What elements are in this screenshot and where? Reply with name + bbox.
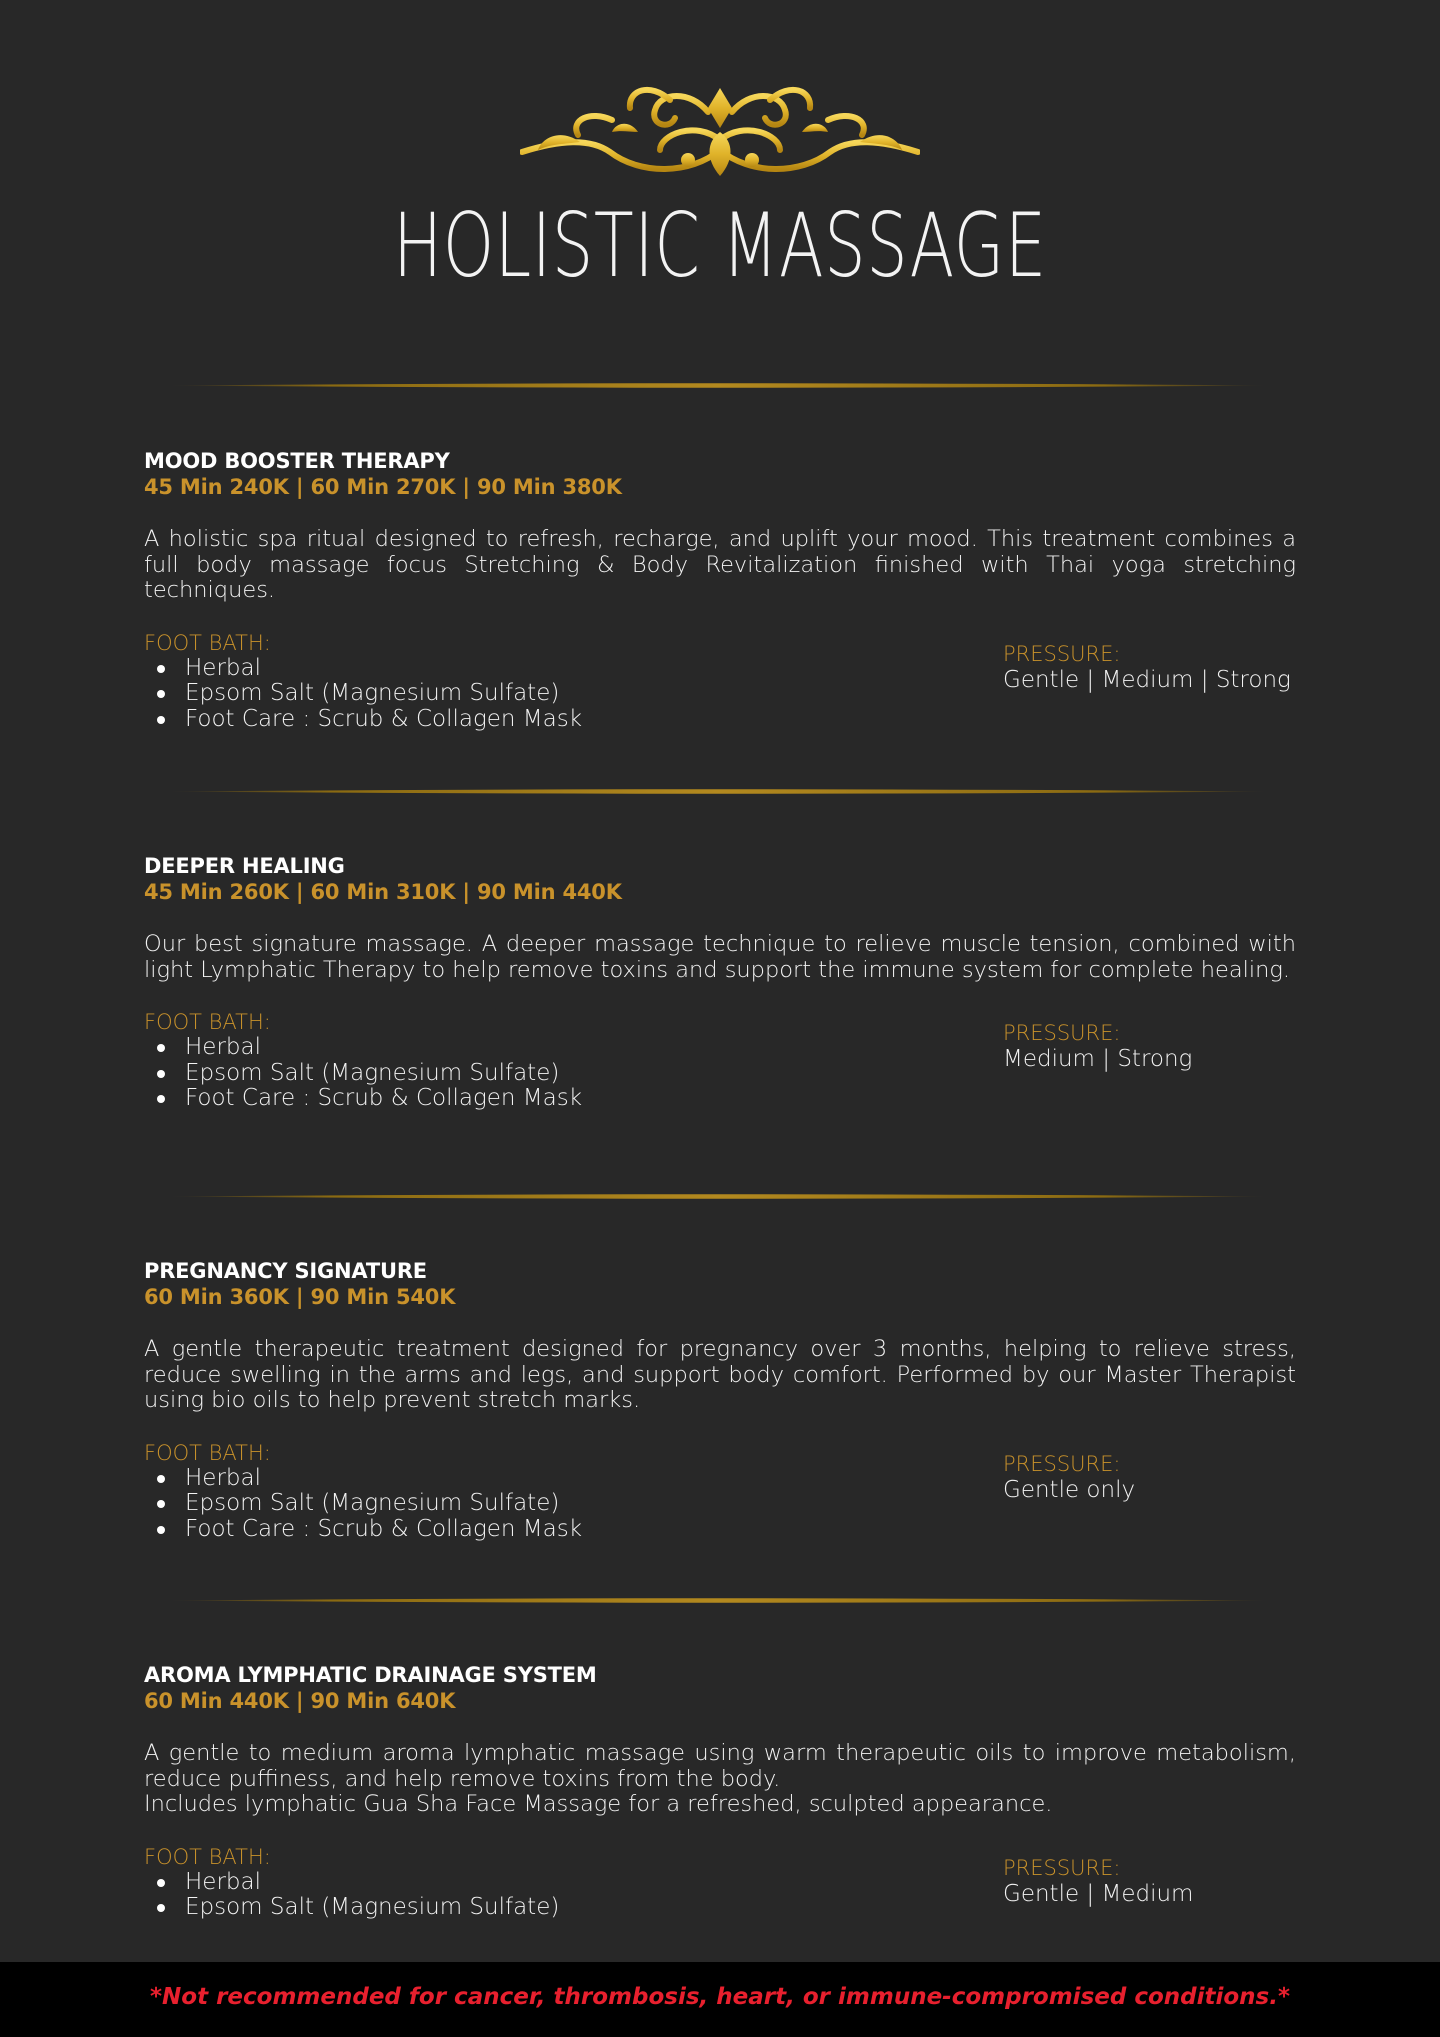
service-details (144, 631, 1296, 731)
pressure-value: Gentle | Medium | Strong (1003, 666, 1291, 693)
pressure-label: PRESSURE: (1003, 641, 1121, 666)
bullet-icon (157, 1904, 165, 1912)
foot-bath-label: FOOT BATH: (144, 1010, 271, 1035)
service-title: PREGNANCY SIGNATURE (144, 1259, 427, 1283)
service-section-mood-booster (144, 448, 1296, 731)
foot-bath-option: Herbal (185, 1034, 261, 1061)
list-item (144, 1517, 1296, 1543)
pressure-block (1003, 1856, 1193, 1907)
bullet-icon (157, 1475, 165, 1483)
service-prices: 60 Min 440K | 90 Min 640K (144, 1689, 456, 1713)
foot-bath-label: FOOT BATH: (144, 1844, 271, 1869)
foot-bath-option: Herbal (185, 1868, 261, 1895)
foot-bath-option: Epsom Salt (Magnesium Sulfate) (185, 1490, 560, 1517)
service-title: DEEPER HEALING (144, 854, 345, 878)
description-paragraph: A gentle to medium aroma lymphatic massage using warm therapeutic oils to improve metabolism, reduce puffiness, and help remove toxins from the body. (144, 1740, 1296, 1792)
service-description (144, 527, 1296, 604)
service-title: AROMA LYMPHATIC DRAINAGE SYSTEM (144, 1663, 597, 1687)
service-description (144, 1337, 1296, 1414)
service-section-pregnancy-signature (144, 1258, 1296, 1541)
gold-divider (165, 1193, 1270, 1200)
pressure-label: PRESSURE: (1003, 1451, 1121, 1476)
service-section-deeper-healing (144, 853, 1296, 1110)
footer-bar (0, 1962, 1440, 2037)
description-paragraph: A gentle therapeutic treatment designed for pregnancy over 3 months, helping to relieve stress, reduce swelling in the arms and legs, and support body comfort. Performed by our Master Therapist using bio oils to help prevent stretch marks. (144, 1336, 1296, 1414)
service-details (144, 1845, 1296, 1945)
gold-filigree-ornament-icon (520, 80, 920, 180)
foot-bath-option: Epsom Salt (Magnesium Sulfate) (185, 1059, 560, 1086)
page-title: HOLISTIC MASSAGE (393, 194, 1047, 297)
service-details (144, 1010, 1296, 1110)
bullet-icon (157, 1044, 165, 1052)
list-item (144, 1086, 1296, 1112)
service-prices: 45 Min 240K | 60 Min 270K | 90 Min 380K (144, 475, 622, 499)
description-paragraph: Our best signature massage. A deeper massage technique to relieve muscle tension, combined with light Lymphatic Therapy to help remove toxins and support the immune system for complete healing. (144, 931, 1296, 983)
pressure-block (1003, 1452, 1135, 1503)
pressure-value: Gentle only (1003, 1476, 1136, 1503)
foot-bath-option: Foot Care : Scrub & Collagen Mask (185, 705, 583, 732)
foot-bath-option: Herbal (185, 654, 261, 681)
gold-divider (165, 1597, 1270, 1604)
gold-divider (165, 788, 1270, 795)
service-description (144, 1741, 1296, 1818)
bullet-icon (157, 690, 165, 698)
bullet-icon (157, 1526, 165, 1534)
service-description (144, 932, 1296, 983)
pressure-value: Gentle | Medium (1003, 1880, 1194, 1907)
bullet-icon (157, 1095, 165, 1103)
bullet-icon (157, 716, 165, 724)
pressure-value: Medium | Strong (1003, 1046, 1193, 1073)
description-paragraph: Includes lymphatic Gua Sha Face Massage for a refreshed, sculpted appearance. (144, 1791, 1053, 1818)
pressure-label: PRESSURE: (1003, 1855, 1121, 1880)
foot-bath-label: FOOT BATH: (144, 1440, 271, 1465)
foot-bath-label: FOOT BATH: (144, 630, 271, 655)
bullet-icon (157, 665, 165, 673)
service-details (144, 1441, 1296, 1541)
service-section-aroma-lymphatic (144, 1662, 1296, 1945)
service-title: MOOD BOOSTER THERAPY (144, 449, 450, 473)
list-item (144, 707, 1296, 733)
foot-bath-option: Herbal (185, 1464, 261, 1491)
foot-bath-option: Epsom Salt (Magnesium Sulfate) (185, 680, 560, 707)
foot-bath-option: Foot Care : Scrub & Collagen Mask (185, 1085, 583, 1112)
foot-bath-option: Epsom Salt (Magnesium Sulfate) (185, 1894, 560, 1921)
service-prices: 60 Min 360K | 90 Min 540K (144, 1285, 456, 1309)
pressure-block (1003, 642, 1291, 693)
pressure-label: PRESSURE: (1003, 1021, 1121, 1046)
bullet-icon (157, 1500, 165, 1508)
bullet-icon (157, 1070, 165, 1078)
description-paragraph: A holistic spa ritual designed to refresh, recharge, and uplift your mood. This treatment combines a full body massage focus Stretching & Body Revitalization finished with Thai yoga stretching techniques. (144, 526, 1296, 604)
bullet-icon (157, 1879, 165, 1887)
pressure-block (1003, 1021, 1192, 1072)
warning-note: *Not recommended for cancer, thrombosis, heart, or immune-compromised conditions.* (150, 1984, 1290, 2010)
service-prices: 45 Min 260K | 60 Min 310K | 90 Min 440K (144, 880, 622, 904)
foot-bath-option: Foot Care : Scrub & Collagen Mask (185, 1515, 583, 1542)
gold-divider (165, 382, 1270, 389)
